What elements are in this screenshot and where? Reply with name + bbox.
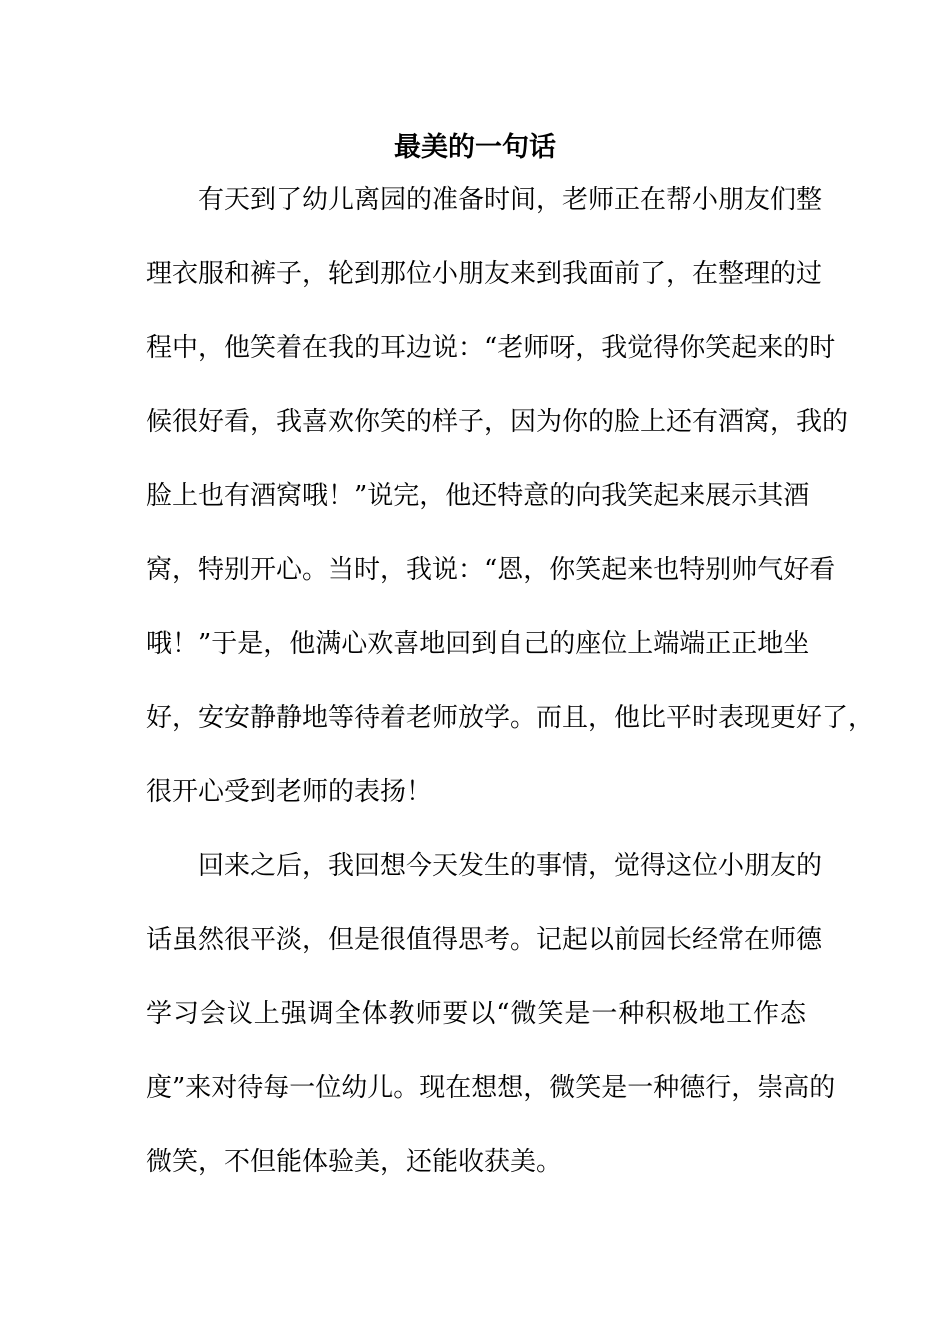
text-line: 话虽然很平淡，但是很值得思考。记起以前园长经常在师德: [146, 925, 823, 955]
text-line: 有天到了幼儿离园的准备时间，老师正在帮小朋友们整: [198, 185, 823, 215]
paragraph-1: [146, 176, 875, 842]
text-line: 微笑，不但能体验美，还能收获美。: [146, 1147, 563, 1177]
text-line: 窝，特别开心。当时，我说：“恩，你笑起来也特别帅气好看: [146, 555, 836, 585]
text-line: 脸上也有酒窝哦！”说完，他还特意的向我笑起来展示其酒: [146, 481, 810, 511]
text-line: 回来之后，我回想今天发生的事情，觉得这位小朋友的: [198, 851, 823, 881]
paragraph-2: [146, 842, 836, 1212]
document-title: 最美的一句话: [394, 132, 556, 163]
text-line: 理衣服和裤子，轮到那位小朋友来到我面前了，在整理的过: [146, 259, 823, 289]
text-line: 好，安安静静地等待着老师放学。而且，他比平时表现更好了，: [146, 703, 875, 733]
document-body: [146, 176, 875, 1212]
text-line: 候很好看，我喜欢你笑的样子，因为你的脸上还有酒窝，我的: [146, 407, 849, 437]
text-line: 度”来对待每一位幼儿。现在想想，微笑是一种德行，崇高的: [146, 1073, 836, 1103]
text-line: 很开心受到老师的表扬！: [146, 777, 433, 807]
text-line: 程中，他笑着在我的耳边说：“老师呀，我觉得你笑起来的时: [146, 333, 836, 363]
text-line: 哦！”于是，他满心欢喜地回到自己的座位上端端正正地坐: [146, 629, 810, 659]
text-line: 学习会议上强调全体教师要以“微笑是一种积极地工作态: [146, 999, 806, 1029]
